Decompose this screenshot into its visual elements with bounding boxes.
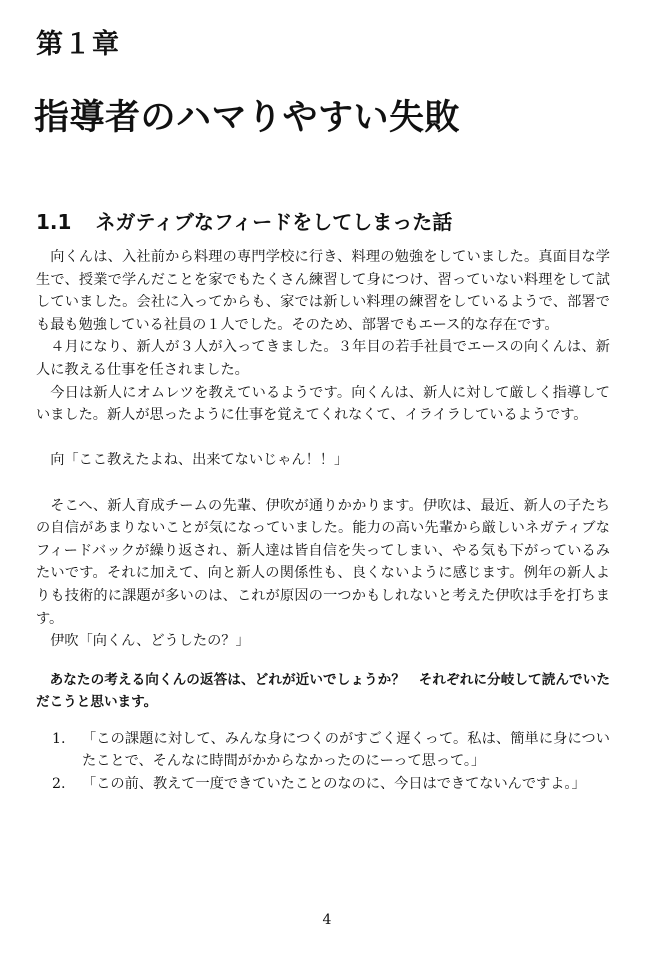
chapter-label: 第１章 [36, 29, 120, 60]
section-number: 1.1 [36, 210, 72, 234]
choice-marker-1: 1. [52, 730, 66, 747]
section-heading [36, 206, 452, 235]
choice-text-2: 「この前、教えて一度できていたことのなのに、今日はできてないんですよ。」 [82, 776, 586, 793]
question-prompt: あなたの考える向くんの返答は、どれが近いでしょうか？ それぞれに分岐して読んでいただこうと思います。 [36, 671, 610, 711]
paragraph-3: 今日は新人にオムレツを教えているようです。向くんは、新人に対して厳しく指導していました。新人が思ったように仕事を覚えてくれなくて、イライラしているようです。 [36, 384, 610, 424]
choice-marker-2: 2. [52, 776, 66, 793]
paragraph-4: そこへ、新人育成チームの先輩、伊吹が通りかかります。伊吹は、最近、新人の子たちの自信があまりないことが気になっていました。能力の高い先輩から厳しいネガティブなフィードバックが繰り返され、新人達は皆自信を失ってしまい、やる気も下がっているみたいです。それに加えて、向と新人の関係性も、良くないように感じます。例年の新人よりも技術的に課題が多いのは、これが原因の一つかもしれないと考えた伊吹は手を打ちます。 [36, 497, 610, 627]
body-text [36, 246, 610, 796]
paragraph-1: 向くんは、入社前から料理の専門学校に行き、料理の勉強をしていました。真面目な学生で、授業で学んだことを家でもたくさん練習して身につけ、習っていない料理をして試していました。会社に入ってからも、家では新しい料理の練習をしているようで、部署でも最も勉強している社員の１人でした。そのため、部署でもエース的な存在です。 [36, 249, 610, 333]
paragraph-2: ４月になり、新人が３人が入ってきました。３年目の若手社員でエースの向くんは、新人に教える仕事を任されました。 [36, 339, 610, 378]
dialogue-quote-1: 向「ここ教えたよね、出来てないじゃん！！」 [50, 452, 349, 469]
choice-list [36, 728, 610, 796]
choice-item-1 [36, 728, 610, 773]
choice-text-1: 「この課題に対して、みんな身につくのがすごく遅くって。私は、簡単に身についたことで、そんなに時間がかからなかったのにーって思って。」 [82, 730, 610, 770]
page-number: 4 [322, 912, 332, 928]
choice-item-2 [36, 773, 610, 796]
chapter-title: 指導者のハマりやすい失敗 [34, 98, 461, 138]
section-title: ネガティブなフィードをしてしまった話 [95, 210, 453, 234]
dialogue-quote-2: 伊吹「向くん、どうしたの？」 [50, 633, 250, 650]
